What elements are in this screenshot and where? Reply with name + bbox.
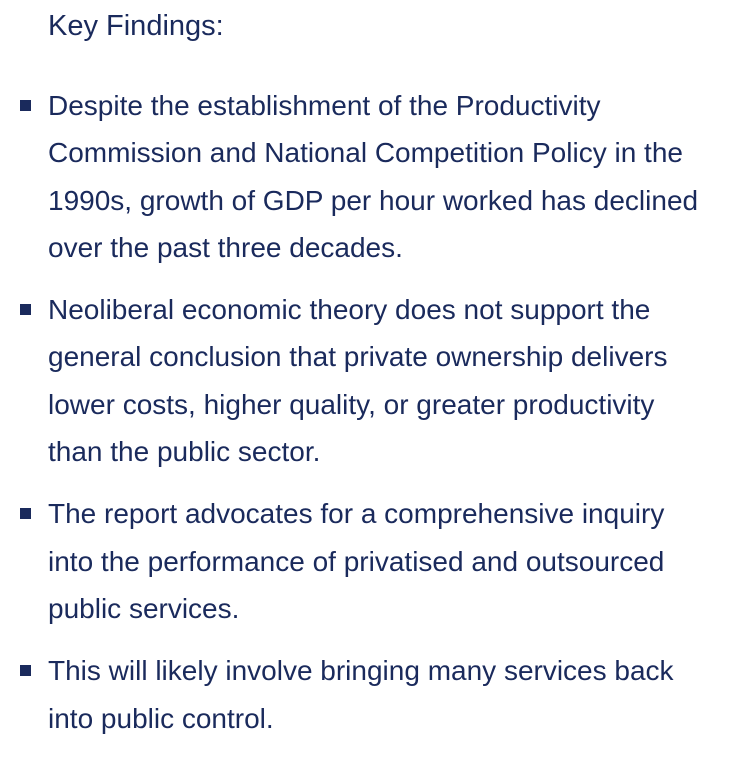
finding-text: This will likely involve bringing many services back into public control. xyxy=(48,655,674,734)
square-bullet-icon xyxy=(20,100,31,111)
finding-item xyxy=(0,490,730,632)
finding-item xyxy=(0,647,730,742)
square-bullet-icon xyxy=(20,508,31,519)
findings-list xyxy=(0,82,730,757)
finding-item xyxy=(0,82,730,271)
finding-text: Neoliberal economic theory does not support the general conclusion that private ownership delivers lower costs, higher quality, or greater productivity than the public sector. xyxy=(48,294,668,468)
finding-item xyxy=(0,286,730,475)
finding-text: Despite the establishment of the Productivity Commission and National Competition Policy in the 1990s, growth of GDP per hour worked has declined over the past three decades. xyxy=(48,90,699,263)
square-bullet-icon xyxy=(20,665,31,676)
section-heading: Key Findings: xyxy=(48,10,224,42)
finding-text: The report advocates for a comprehensive inquiry into the performance of privatised and outsourced public services. xyxy=(48,498,665,624)
square-bullet-icon xyxy=(20,304,31,315)
